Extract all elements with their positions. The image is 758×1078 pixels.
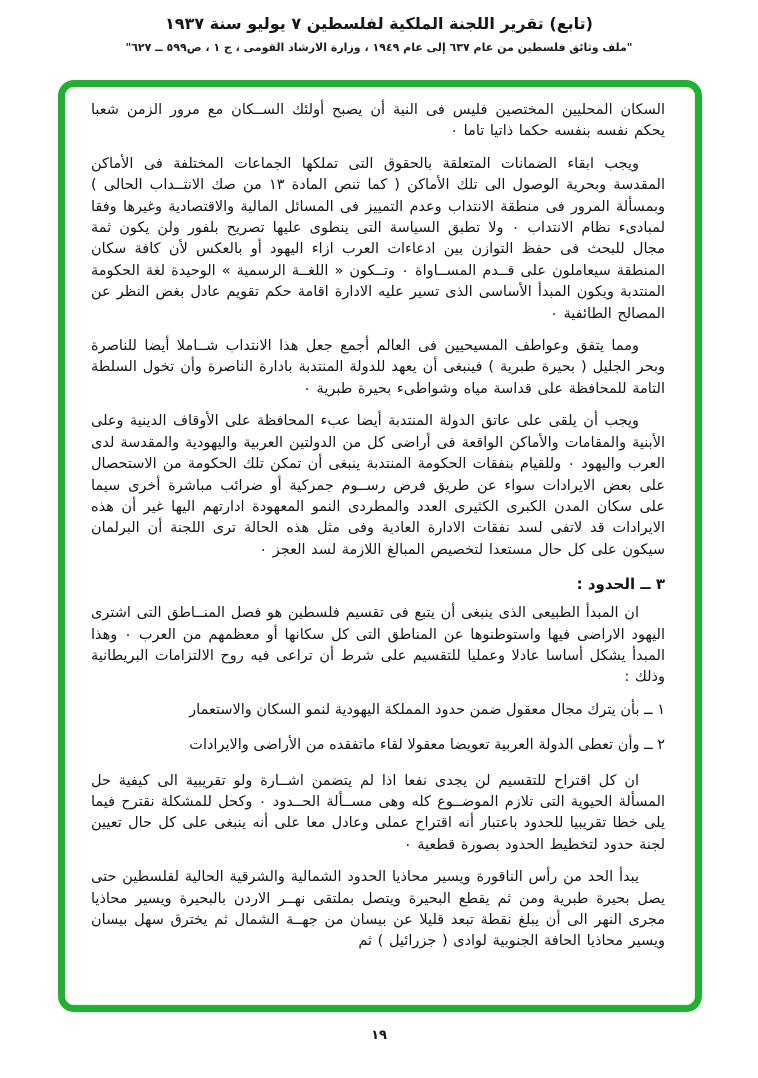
page-footer [0,1028,758,1043]
paragraph-boundary-question: ان كل اقتراح للتقسيم لن يجدى نفعا اذا لم يتضمن اشــارة ولو تقريبية الى كيفية حل المسألة الحيوية التى تلازم الموضــوع كله وهى مســألة الحــدود ٠ وكحل للمشكلة نقترح فيما يلى خطا تقريبيا للحدود باعتبار أنه اقتراح عملى وعادل معا على أنه ينبغى على كل حال تعيين لجنة حدود لتخطيط الحدود بصورة قطعية ٠ [91,772,666,853]
paragraph-christian-sentiment: ومما يتفق وعواطف المسيحيين فى العالم أجمع جعل هذا الانتداب شــاملا أيضا للناصرة وبحر الجليل ( بحيرة طبرية ) فينبغى أن يعهد للدولة المنتدبة بادارة الناصرة وأن تخول السلطة التامة للمحافظة على قداسة مياه وشواطىء بحيرة طبرية ٠ [91,338,665,397]
paragraph-partition-principle: ان المبدأ الطبيعى الذى ينبغى أن يتبع فى تقسيم فلسطين هو فصل المنــاطق التى اشترى اليهود الاراضى فيها واستوطنوها عن المناطق التى كل سكانها أو معظمهم من العرب ٠ وهذا المبدأ يشكل أساسا عادلا وعمليا للتقسيم على شرط أن تراعى فيه روح الالتزامات البريطانية وذلك : [91,605,665,686]
paragraph-guarantees: ويجب ابقاء الضمانات المتعلقة بالحقوق التى تملكها الجماعات المختلفة فى الأماكن المقدسة وبحرية الوصول الى تلك الأماكن ( كما تنص المادة ١٣ من صك الانتــداب الحالى ) وبمسألة المرور فى منطقة الانتداب وعدم التمييز فى المسائل المالية والاقتصادية وغيرها وفقا لمبادىء نظام الانتداب ٠ ولا تطبق السياسة التى ينطوى عليها تصريح بلفور ولن يكون ثمة مجال للبحث فى حفظ التوازن بين ادعاءات العرب ازاء اليهود أو بالعكس لأن كافة سكان المنطقة سيعاملون على قــدم المســاواة ٠ وتــكون « اللغــة الرسمية » الوحيدة لغة الحكومة المنتدبة ويكون المبدأ الأساسى الذى تسير عليه الادارة اقامة حكم تقويم عادل بغض النظر عن المصالح الطائفية ٠ [91,155,666,322]
list-item-1: ١ ــ بأن يترك مجال معقول ضمن حدود المملكة اليهودية لنمو السكان والاستعمار [189,701,665,718]
document-source-citation: "ملف وثائق فلسطين من عام ٦٣٧ إلى عام ١٩٤٩ ، وزارة الارشاد القومى ، ج ١ ، ص٥٩٩ ــ ٦٢٧" [125,41,633,54]
document-title: (تابع) تقرير اللجنة الملكية لفلسطين ٧ يوليو سنة ١٩٣٧ [165,14,593,33]
paragraph-mandatory-duties: ويجب أن يلقى على عاتق الدولة المنتدبة أيضا عبء المحافظة على الأوقاف الدينية وعلى الأبنية والمقامات والأماكن الواقعة فى أراضى كل من الدولتين العربية واليهودية والمقدسة لدى العرب واليهود ٠ وللقيام بنفقات الحكومة المنتدبة ينبغى أن تمكن تلك الحكومة من الاستحصال على بعض الايرادات سواء عن طريق فرض رســوم جمركية أو ضرائب مباشرة أخرى سيما على سكان المدن الكبرى الكثيرى العدد والمطردى النمو المعهودة ادارتهم اليها غير أن هذه الايرادات قد لاتفى لسد نفقات الادارة العادية وفى مثل هذه الحالة ترى اللجنة أن البرلمان سيكون على كل حال مستعدا لتخصيص المبالغ اللازمة لسد العجز ٠ [91,413,665,558]
list-item-2: ٢ ــ وأن تعطى الدولة العربية تعويضا معقولا لقاء ماتفقده من الأراضى والايرادات [189,737,665,754]
section-heading-borders: ٣ ــ الحدود : [576,575,665,594]
paragraph-local-population: السكان المحليين المختصين فليس فى النية أن يصبح أولئك الســكان مع مرور الزمن شعبا يحكم نفسه بنفسه حكما ذاتيا تاما ٠ [91,102,665,140]
document-body-frame [58,80,702,1012]
page-header [0,0,758,55]
paragraph-boundary-route: يبدأ الحد من رأس الناقورة ويسير محاذيا الحدود الشمالية والشرقية الحالية لفلسطين حتى يصل بحيرة طبرية ومن ثم يقطع البحيرة ويتصل بملتقى نهــر الاردن بالبحيرة ويسير محاذيا مجرى النهر الى أن يبلغ نقطة تبعد قليلا عن بيسان من جهــة الشمال ثم يخترق سهل بيسان ويسير محاذيا الحافة الجنوبية لوادى ( جزرائيل ) ثم [91,869,665,950]
page-number: ١٩ [371,1028,387,1043]
